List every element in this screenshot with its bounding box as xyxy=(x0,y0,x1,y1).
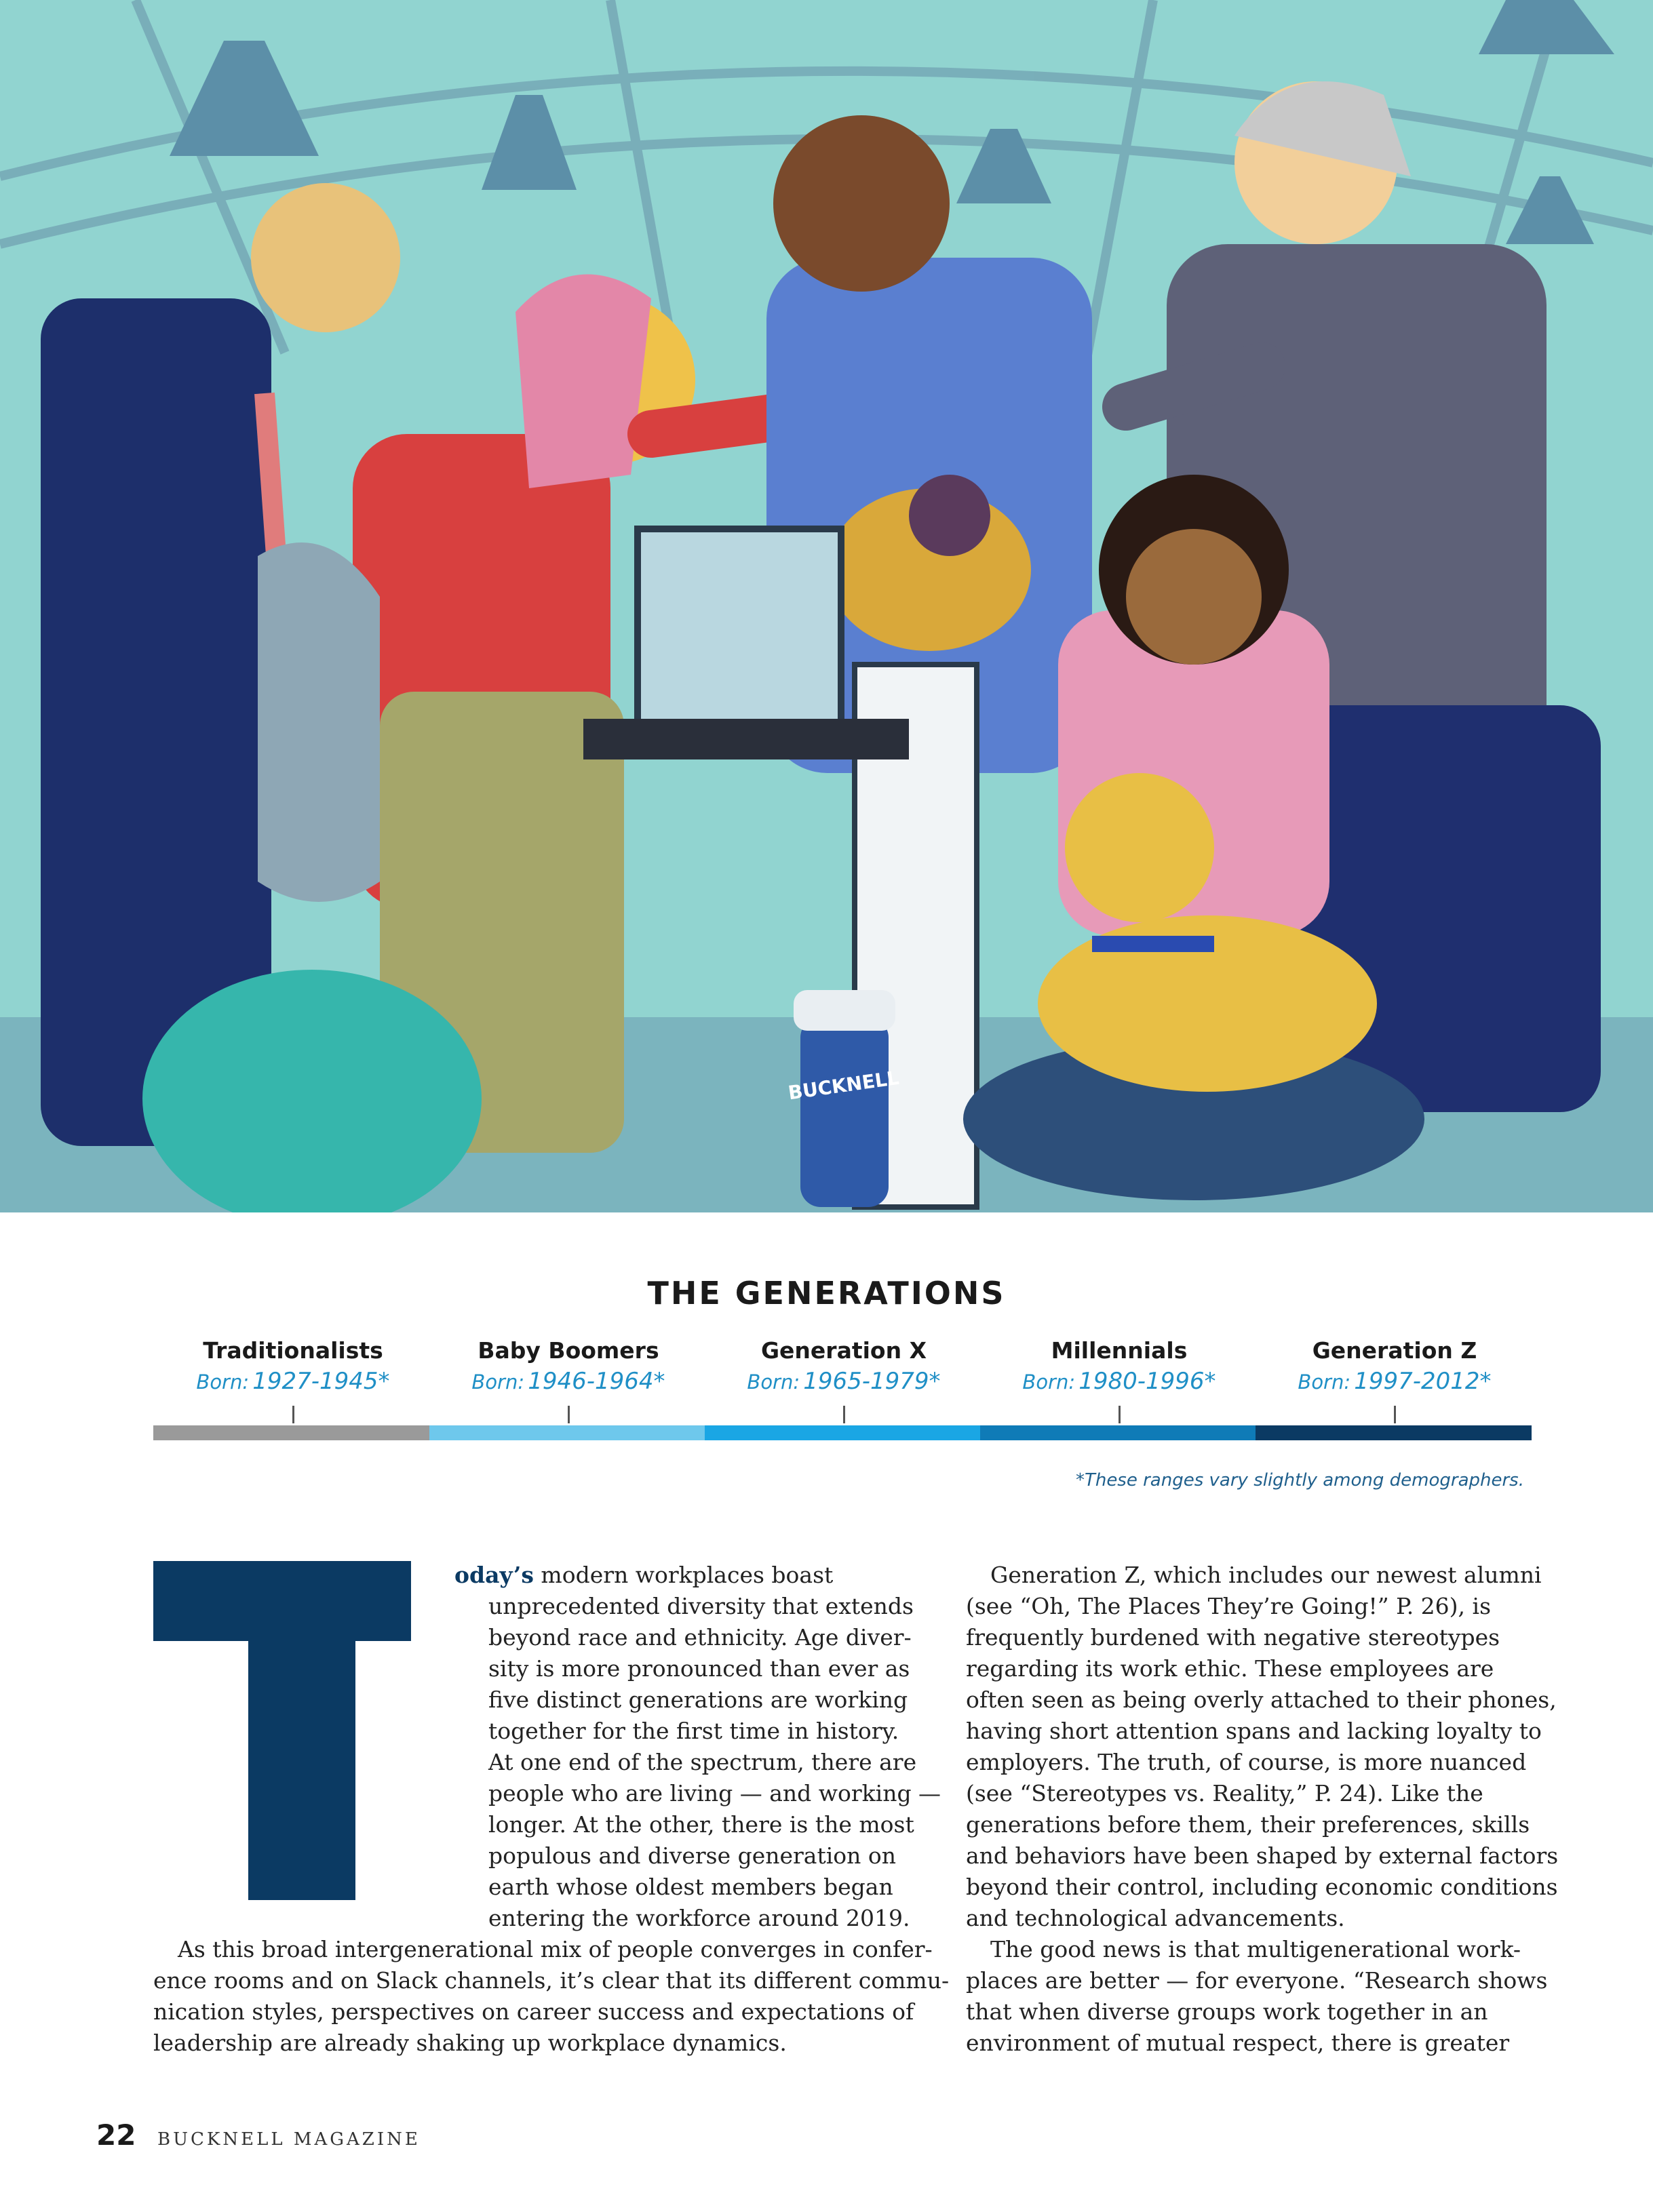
article-line: frequently burdened with negative stereotypes xyxy=(966,1624,1500,1651)
page-number: 22 xyxy=(96,2118,136,2152)
lead-word: oday’s xyxy=(454,1562,534,1588)
bottle-text: BUCKNELL xyxy=(786,1066,901,1105)
article-line: As this broad intergenerational mix of people converges in confer- xyxy=(178,1936,933,1962)
article-line: entering the workforce around 2019. xyxy=(488,1905,910,1931)
article-line: nication styles, perspectives on career success and expectations of xyxy=(153,1998,914,2025)
article-line: earth whose oldest members began xyxy=(488,1874,893,1900)
article-line: ence rooms and on Slack channels, it’s clear that its different commu- xyxy=(153,1967,950,1994)
dropcap-stem xyxy=(248,1641,355,1900)
generation-baby-boomers xyxy=(431,1337,706,1395)
footnote: *These ranges vary slightly among demographers. xyxy=(1075,1470,1524,1490)
article-line: (see “Stereotypes vs. Reality,” P. 24). Like the xyxy=(966,1780,1483,1806)
article-line: generations before them, their preferences, skills xyxy=(966,1811,1530,1838)
article-line: having short attention spans and lacking loyalty to xyxy=(966,1718,1542,1744)
generation-name: Generation X xyxy=(760,1337,927,1364)
article-line: people who are living — and working — xyxy=(488,1780,941,1806)
article-line: places are better — for everyone. “Research shows xyxy=(966,1967,1548,1994)
born-label: Born: xyxy=(196,1370,250,1394)
timeline-tick xyxy=(292,1406,294,1423)
generations-title: THE GENERATIONS xyxy=(647,1275,1006,1311)
article-line: At one end of the spectrum, there are xyxy=(488,1749,917,1775)
generation-name: Baby Boomers xyxy=(478,1337,659,1364)
article-line: often seen as being overly attached to their phones, xyxy=(966,1686,1557,1713)
generation-years: 1980-1996* xyxy=(1078,1368,1216,1395)
timeline-segment-generation-x xyxy=(705,1425,980,1440)
article-line: and behaviors have been shaped by external factors xyxy=(966,1842,1559,1869)
generation-name: Millennials xyxy=(1051,1337,1188,1364)
article-line: sity is more pronounced than ever as xyxy=(488,1655,910,1682)
timeline-segment-millennials xyxy=(980,1425,1256,1440)
generation-name: Generation Z xyxy=(1312,1337,1477,1364)
article-line: environment of mutual respect, there is greater xyxy=(966,2030,1510,2056)
born-label: Born: xyxy=(747,1370,800,1394)
article-line: populous and diverse generation on xyxy=(488,1842,897,1869)
generation-z xyxy=(1257,1337,1532,1395)
article-line: beyond race and ethnicity. Age diver- xyxy=(488,1624,912,1651)
article-line: and technological advancements. xyxy=(966,1905,1345,1931)
magazine-name: BUCKNELL MAGAZINE xyxy=(157,2129,421,2150)
born-label: Born: xyxy=(471,1370,525,1394)
article-line: together for the first time in history. xyxy=(488,1718,899,1744)
article-line: regarding its work ethic. These employees are xyxy=(966,1655,1494,1682)
article-line: (see “Oh, The Places They’re Going!” P. 26), is xyxy=(966,1593,1492,1619)
timeline-segment-baby-boomers xyxy=(429,1425,705,1440)
generation-name: Traditionalists xyxy=(203,1337,383,1364)
article-line: oday’s modern workplaces boast xyxy=(454,1562,834,1588)
generation-traditionalists xyxy=(155,1337,431,1395)
generation-x xyxy=(706,1337,981,1395)
timeline-tick xyxy=(568,1406,570,1423)
generation-millennials xyxy=(981,1337,1257,1395)
timeline-segment-traditionalists xyxy=(153,1425,429,1440)
timeline-tick xyxy=(1119,1406,1121,1423)
article-line: unprecedented diversity that extends xyxy=(488,1593,914,1619)
born-label: Born: xyxy=(1298,1370,1351,1394)
article-line: leadership are already shaking up workplace dynamics. xyxy=(153,2030,787,2056)
article-line: employers. The truth, of course, is more nuanced xyxy=(966,1749,1527,1775)
generation-years: 1927-1945* xyxy=(252,1368,390,1395)
born-label: Born: xyxy=(1022,1370,1076,1394)
article-line: beyond their control, including economic conditions xyxy=(966,1874,1558,1900)
generation-years: 1997-2012* xyxy=(1354,1368,1492,1395)
article-line: five distinct generations are working xyxy=(488,1686,908,1713)
article-line: Generation Z, which includes our newest alumni xyxy=(990,1562,1542,1588)
article-line: longer. At the other, there is the most xyxy=(488,1811,914,1838)
timeline-tick xyxy=(843,1406,845,1423)
generation-years: 1946-1964* xyxy=(528,1368,665,1395)
timeline-segment-generation-z xyxy=(1256,1425,1532,1440)
article-line: that when diverse groups work together in an xyxy=(966,1998,1488,2025)
timeline-tick xyxy=(1394,1406,1396,1423)
generation-years: 1965-1979* xyxy=(803,1368,941,1395)
article-line: The good news is that multigenerational work- xyxy=(990,1936,1521,1962)
